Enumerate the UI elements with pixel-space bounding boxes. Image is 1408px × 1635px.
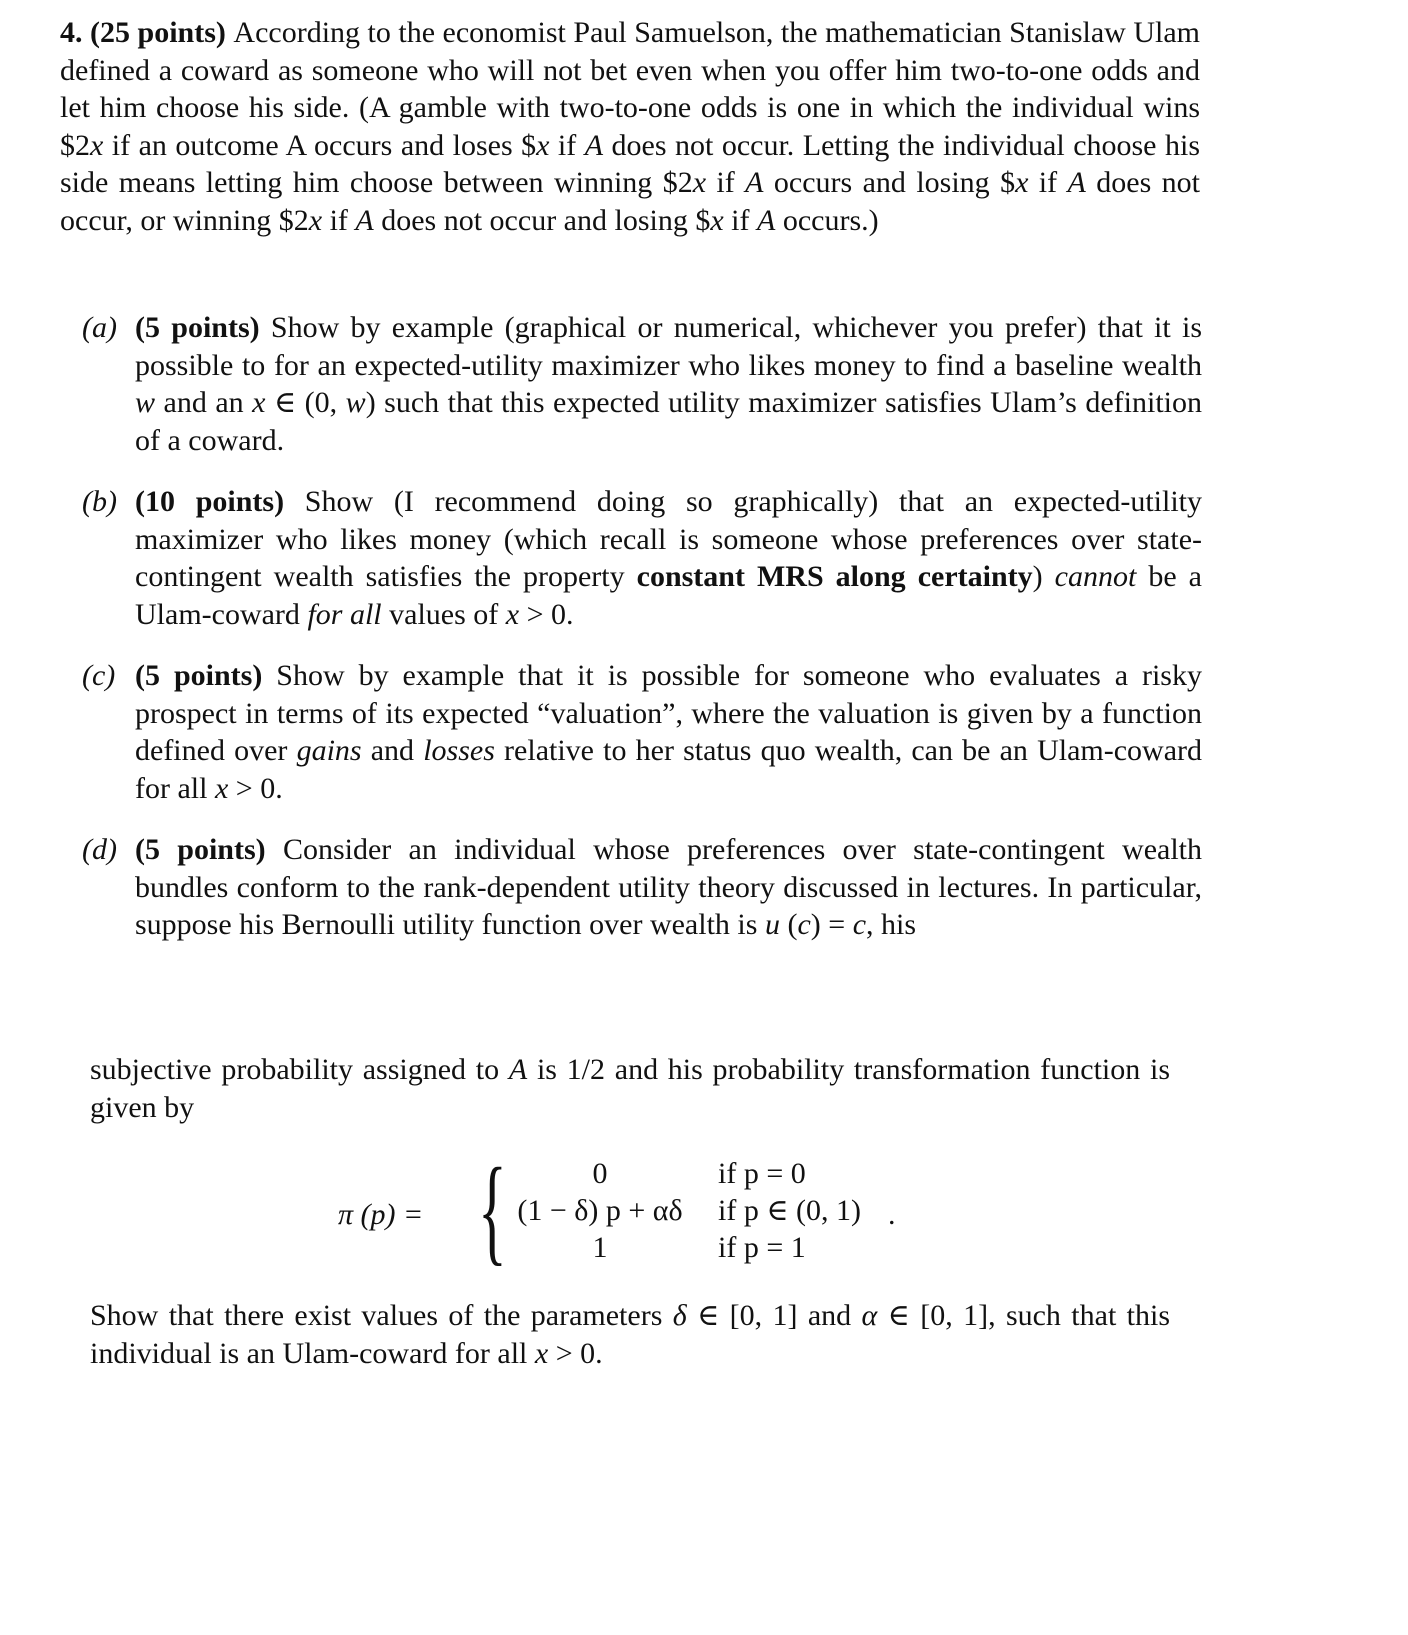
equation-lhs: π (p) = xyxy=(338,1198,424,1231)
emphasis-text: cannot xyxy=(1054,560,1137,593)
math-symbol: x xyxy=(534,1336,549,1370)
question-intro xyxy=(60,14,1200,239)
math-symbol: x xyxy=(308,203,323,237)
text-run: > 0. xyxy=(228,771,283,805)
text-run: Show that there exist values of the parameters xyxy=(90,1299,673,1332)
bold-text: (5 points) xyxy=(135,833,283,866)
math-symbol: c xyxy=(852,908,867,941)
text-run: Show by example (graphical or numerical, whichever you prefer) that it is possible to for an expected-utility maximizer who likes money to find a baseline wealth xyxy=(135,311,1202,382)
math-symbol: u xyxy=(764,908,780,941)
case-row xyxy=(505,1155,925,1192)
part-text xyxy=(135,309,1202,459)
text-run: ∈ [0, 1], such that this individual is an Ulam-coward for all xyxy=(90,1299,1170,1370)
text-run: ∈ [0, 1] and xyxy=(686,1299,862,1332)
text-run: does not occur and losing $ xyxy=(373,203,711,237)
text-run: relative to her status quo wealth, can be an Ulam-coward for all xyxy=(135,734,1202,805)
case-value: 1 xyxy=(592,1231,608,1264)
text-run: ) such that this expected utility maximizer satisfies Ulam’s definition of a coward. xyxy=(135,386,1202,457)
emphasis-text: losses xyxy=(423,734,495,767)
case-value: (1 − δ) p + αδ xyxy=(517,1194,683,1227)
case-row xyxy=(505,1229,925,1266)
part-label: (c) xyxy=(82,659,116,692)
text-run: if xyxy=(706,166,746,199)
left-brace: { xyxy=(478,1143,507,1276)
text-run: Show (I recommend doing so graphically) that an expected-utility maximizer who likes money (which recall is someone whose preferences over state-contingent wealth satisfies the property xyxy=(135,485,1202,593)
math-symbol: A xyxy=(584,128,604,162)
text-run: occurs and losing $ xyxy=(763,166,1016,199)
part-c xyxy=(82,657,1202,807)
text-run: ( xyxy=(779,908,798,941)
part-label: (b) xyxy=(82,485,117,518)
text-run: is 1/2 and his probability transformation function is given by xyxy=(90,1053,1171,1124)
emphasis-text: for all xyxy=(307,597,382,631)
case-condition: if p ∈ (0, 1) xyxy=(718,1194,862,1227)
math-symbol: x xyxy=(90,128,104,162)
text-run: does not occur. Letting the individual choose his side means letting him choose between winning $2 xyxy=(60,128,1200,199)
equation-period: . xyxy=(888,1198,896,1231)
part-d xyxy=(82,831,1202,944)
text-run: ) xyxy=(1032,560,1055,593)
part-d-continuation xyxy=(90,1051,1170,1126)
bold-text: (10 points) xyxy=(135,485,305,518)
text-run: if xyxy=(549,128,585,162)
bold-text: (5 points) xyxy=(135,659,277,692)
math-symbol: x xyxy=(536,128,550,162)
part-label: (d) xyxy=(82,833,117,866)
part-a xyxy=(82,309,1202,459)
text-run: ) = xyxy=(810,908,853,941)
bold-text: (5 points) xyxy=(135,311,271,344)
text-run: if xyxy=(723,203,757,237)
part-label: (a) xyxy=(82,311,117,344)
math-symbol: w xyxy=(345,386,366,419)
math-symbol: α xyxy=(861,1299,878,1332)
text-run: Show by example that it is possible for someone who evaluates a risky prospect in terms of its expected “valuation”, where the valuation is given by a function defined over xyxy=(135,659,1202,767)
text-run: values of xyxy=(381,597,506,631)
text-run: > 0. xyxy=(519,597,574,631)
text-run: does not occur, or winning $2 xyxy=(60,166,1201,237)
math-symbol: A xyxy=(1067,166,1086,199)
math-symbol: A xyxy=(355,203,374,237)
text-run: ∈ (0, xyxy=(265,386,346,419)
text-run: Consider an individual whose preferences over state-contingent wealth bundles conform to the rank-dependent utility theory discussed in lectures. In particular, suppose his Bernoulli utility function over wealth is xyxy=(135,833,1203,941)
math-symbol: A xyxy=(745,166,764,199)
text-run: According to the economist Paul Samuelson, the mathematician Stanislaw Ulam defined a coward as someone who will not bet even when you offer him two-to-one odds and let him choose his side. (A gamble with two-to-one odds is one in which the individual wins $2 xyxy=(60,16,1200,162)
text-run: if xyxy=(322,203,356,237)
math-symbol: c xyxy=(797,908,811,941)
text-run: > 0. xyxy=(548,1336,603,1370)
math-symbol: A xyxy=(757,203,776,237)
text-run: if xyxy=(1028,166,1068,199)
math-symbol: x xyxy=(252,386,266,419)
part-text xyxy=(135,483,1202,633)
text-run: and an xyxy=(155,386,253,419)
text-run: , his xyxy=(866,908,917,941)
case-row xyxy=(505,1192,925,1229)
math-symbol: x xyxy=(1015,166,1029,199)
math-symbol: A xyxy=(508,1053,528,1086)
case-value: 0 xyxy=(592,1157,608,1190)
math-symbol: x xyxy=(692,166,707,199)
math-symbol: δ xyxy=(672,1299,687,1332)
math-symbol: x xyxy=(505,597,520,631)
text-run: occurs.) xyxy=(775,203,879,237)
case-condition: if p = 0 xyxy=(718,1157,806,1190)
part-text xyxy=(135,831,1202,944)
math-symbol: x xyxy=(710,203,724,237)
part-b xyxy=(82,483,1202,633)
bold-text: constant MRS along certainty xyxy=(636,560,1033,593)
emphasis-text: gains xyxy=(296,734,362,767)
part-text xyxy=(135,657,1202,807)
text-run: if an outcome A occurs and loses $ xyxy=(103,128,537,162)
probability-transformation-equation xyxy=(330,1143,930,1276)
text-run: subjective probability assigned to xyxy=(90,1053,509,1086)
case-condition: if p = 1 xyxy=(718,1231,806,1264)
math-symbol: x xyxy=(214,771,229,805)
part-d-final xyxy=(90,1297,1170,1372)
text-run: and xyxy=(361,734,424,767)
text-run: be a Ulam-coward xyxy=(135,560,1202,631)
math-symbol: w xyxy=(135,386,156,419)
bold-text: 4. (25 points) xyxy=(60,16,234,49)
